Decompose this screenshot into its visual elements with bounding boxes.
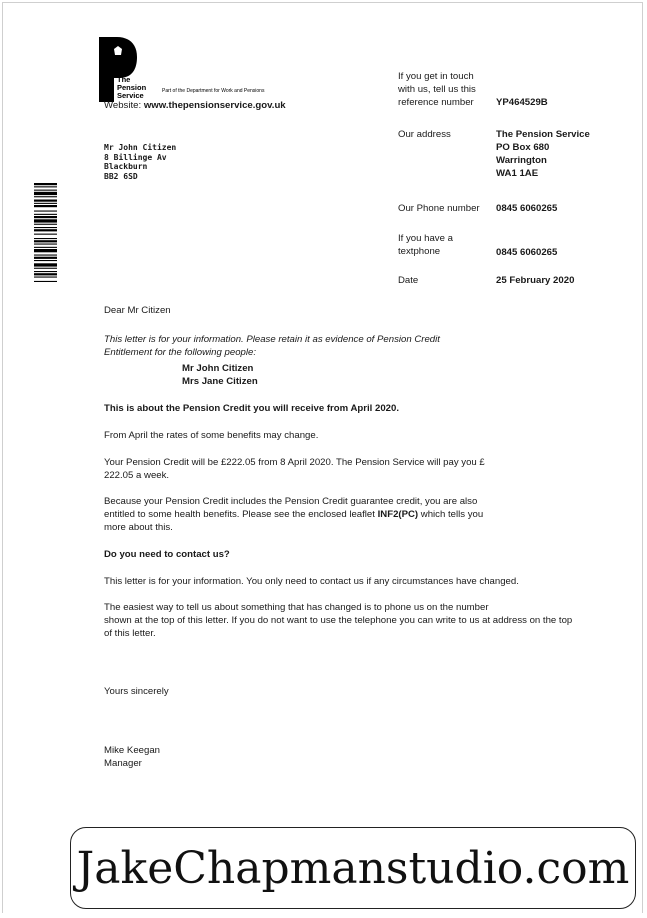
paragraph-information: This letter is for your information. You only need to contact us if any circumstances have changed. bbox=[104, 576, 519, 587]
logo-line-2: Pension bbox=[117, 83, 147, 92]
office-address bbox=[496, 128, 590, 180]
paragraph-contact bbox=[104, 601, 572, 640]
paragraph-amount bbox=[104, 456, 485, 482]
person-2: Mrs Jane Citizen bbox=[182, 376, 258, 387]
letter-date: 25 February 2020 bbox=[496, 275, 575, 286]
textphone-label-line-1: If you have a bbox=[398, 233, 453, 244]
paragraph-rates: From April the rates of some benefits may change. bbox=[104, 430, 319, 441]
barcode-icon bbox=[34, 183, 57, 331]
paragraph-health-benefits bbox=[104, 495, 483, 534]
date-label: Date bbox=[398, 275, 419, 286]
recipient-address bbox=[104, 143, 176, 181]
health-line-3: more about this. bbox=[104, 522, 173, 533]
watermark-banner bbox=[70, 827, 636, 909]
paragraph-amount-line-1: Your Pension Credit will be £222.05 from 8 April 2020. The Pension Service will pay you £ bbox=[104, 457, 485, 468]
office-address-line-4: WA1 1AE bbox=[496, 168, 539, 179]
health-line-2a: entitled to some health benefits. Please see the enclosed leaflet bbox=[104, 509, 378, 520]
contact-line-2: shown at the top of this letter. If you do not want to use the telephone you can write to us at address on the top bbox=[104, 615, 573, 626]
health-line-1: Because your Pension Credit includes the Pension Credit guarantee credit, you are also bbox=[104, 496, 478, 507]
salutation: Dear Mr Citizen bbox=[104, 305, 171, 316]
entitled-people bbox=[182, 362, 258, 388]
reference-label-line-3: reference number bbox=[398, 97, 474, 108]
reference-label bbox=[398, 70, 476, 109]
office-address-line-1: The Pension Service bbox=[496, 129, 590, 140]
intro-paragraph bbox=[104, 333, 440, 359]
textphone-label-line-2: textphone bbox=[398, 246, 441, 257]
website-url[interactable]: www.thepensionservice.gov.uk bbox=[143, 100, 286, 111]
phone-label: Our Phone number bbox=[398, 203, 480, 214]
reference-label-line-1: If you get in touch bbox=[398, 71, 474, 82]
signer-name: Mike Keegan bbox=[104, 745, 160, 756]
contact-line-1: The easiest way to tell us about something that has changed is to phone us on the number bbox=[104, 602, 489, 613]
letter-heading: This is about the Pension Credit you will receive from April 2020. bbox=[104, 403, 399, 414]
closing: Yours sincerely bbox=[104, 686, 169, 697]
office-address-line-3: Warrington bbox=[496, 155, 547, 166]
watermark-text: JakeChapmanstudio.com bbox=[76, 842, 630, 894]
contact-line-3: of this letter. bbox=[104, 628, 156, 639]
paragraph-amount-line-2: 222.05 a week. bbox=[104, 470, 170, 481]
recipient-town: Blackburn bbox=[104, 162, 148, 171]
leaflet-reference: INF2(PC) bbox=[377, 509, 419, 520]
website-label: Website: bbox=[104, 100, 144, 111]
person-1: Mr John Citizen bbox=[182, 363, 254, 374]
contact-heading: Do you need to contact us? bbox=[104, 549, 230, 560]
recipient-street: 8 Billinge Av bbox=[104, 152, 167, 162]
office-address-line-2: PO Box 680 bbox=[496, 142, 550, 153]
department-tagline: Part of the Department for Work and Pensions bbox=[162, 88, 265, 94]
textphone-label bbox=[398, 232, 453, 258]
website-line bbox=[104, 99, 286, 112]
logo-wordmark bbox=[117, 76, 146, 100]
logo-line-1: The bbox=[117, 75, 131, 84]
reference-number: YP464529B bbox=[496, 97, 548, 108]
textphone-number: 0845 6060265 bbox=[496, 247, 558, 258]
address-label: Our address bbox=[398, 129, 451, 140]
signer-title: Manager bbox=[104, 758, 142, 769]
recipient-name: Mr John Citizen bbox=[104, 143, 177, 152]
recipient-postcode: BB2 6SD bbox=[104, 171, 138, 181]
intro-line-1: This letter is for your information. Please retain it as evidence of Pension Credit bbox=[104, 334, 440, 345]
intro-line-2: Entitlement for the following people: bbox=[104, 347, 256, 358]
phone-number: 0845 6060265 bbox=[496, 203, 558, 214]
reference-label-line-2: with us, tell us this bbox=[398, 84, 476, 95]
signature-block bbox=[104, 744, 160, 770]
health-line-2 bbox=[104, 508, 483, 521]
health-line-2c: which tells you bbox=[418, 509, 484, 520]
logo-line-3: Service bbox=[117, 91, 144, 100]
